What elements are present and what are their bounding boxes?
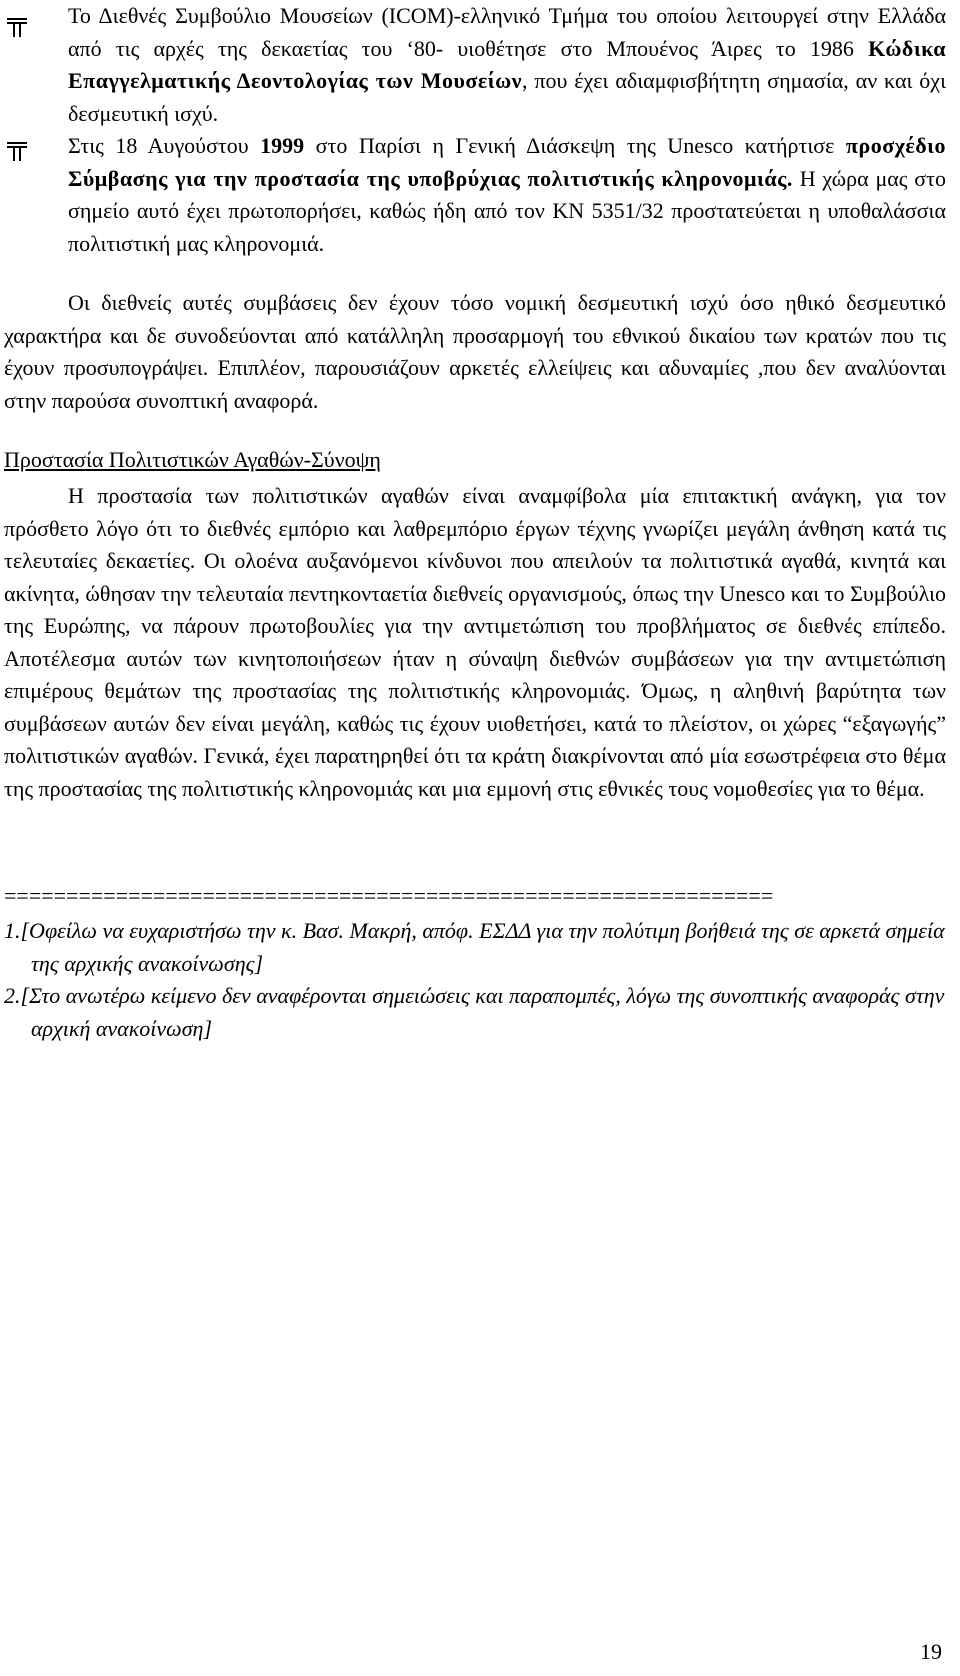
page-number: 19 (920, 1639, 942, 1664)
paragraph-conventions: Οι διεθνείς αυτές συμβάσεις δεν έχουν τόσο νομική δεσμευτική ισχύ όσο ηθικό δεσμευτικό χαρακτήρα και δε συνοδεύονται από κατάλληλη προσαρμογή του εθνικού δικαίου των κρατών που τις έχουν προσυπογράψει. Επιπλέον, παρουσιάζουν αρκετές ελλείψεις και αδυναμίες ,που δεν αναλύονται στην παρούσα συνοπτική αναφορά. (4, 290, 946, 413)
bullet-paragraph-icom (68, 0, 946, 130)
bullet-paragraph-unesco (68, 130, 946, 260)
bullet2-bold-year: 1999 (260, 133, 305, 158)
double-tee-bullet-icon (4, 14, 30, 40)
separator-rule: ============================================================== (4, 885, 774, 907)
footnote-1: 1.[Οφείλω να ευχαριστήσω την κ. Βασ. Μακρή, απόφ. ΕΣΔΔ για την πολύτιμη βοήθειά της σε αρκετά σημεία της αρχικής ανακοίνωσης] (4, 918, 945, 976)
bullet2-text-start: Στις 18 Αυγούστου (68, 133, 261, 158)
bullet2-bold-title: προσχέδιο Σύμβασης για την προστασία της υποβρύχιας πολιτιστικής κληρονομιάς. (68, 133, 947, 191)
bullet1-text-end: , που έχει αδιαμφισβήτητη σημασία, αν και όχι δεσμευτική ισχύ. (68, 68, 946, 126)
bullet2-text-end: Η χώρα μας στο σημείο αυτό έχει πρωτοπορήσει, καθώς ήδη από τον ΚΝ 5351/32 προστατεύεται η υποθαλάσσια πολιτιστική μας κληρονομιά. (68, 165, 946, 256)
bullet1-bold-title: Κώδικα Επαγγελματικής Δεοντολογίας των Μουσείων (68, 35, 946, 93)
paragraph-summary: Η προστασία των πολιτιστικών αγαθών είναι αναμφίβολα μία επιτακτική ανάγκη, για τον πρόσθετο λόγο ότι το διεθνές εμπόριο και λαθρεμπόριο έργων τέχνης γνωρίζει μεγάλη άνθηση κατά τις τελευταίες δεκαετίες. Οι ολοένα αυξανόμενοι κίνδυνοι που απειλούν τα πολιτιστικά αγαθά, κινητά και ακίνητα, ώθησαν την τελευταία πεντηκονταετία διεθνείς οργανισμούς, όπως την Unesco και το Συμβούλιο της Ευρώπης, να πάρουν πρωτοβουλίες για την αντιμετώπιση του προβλήματος σε διεθνές επίπεδο. Αποτέλεσμα αυτών των κινητοποιήσεων ήταν η σύναψη διεθνών συμβάσεων για την αντιμετώπιση επιμέρους θεμάτων της προστασίας της πολιτιστικής κληρονομιάς. Όμως, η αληθινή βαρύτητα των συμβάσεων αυτών δεν είναι μεγάλη, καθώς τις έχουν υιοθετήσει, κατά το πλείστον, οι χώρες “εξαγωγής” πολιτιστικών αγαθών. Γενικά, έχει παρατηρηθεί ότι τα κράτη διακρίνονται από μία εσωστρέφεια στο θέμα της προστασίας της πολιτιστικής κληρονομιάς και μια εμμονή στις εθνικές τους νομοθεσίες για το θέμα. (4, 483, 946, 801)
bullet2-text-middle: στο Παρίσι η Γενική Διάσκεψη της Unesco κατήρτισε (304, 133, 846, 158)
bullet1-text-start: Το Διεθνές Συμβούλιο Μουσείων (ICOM)-ελληνικό Τμήμα του οποίου λειτουργεί στην Ελλάδα από τις αρχές της δεκαετίας του ‘80- υιοθέτησε στο Μπουένος Άιρες το 1986 (68, 3, 946, 61)
footnotes (4, 915, 946, 1045)
footnote-2: 2.[Στο ανωτέρω κείμενο δεν αναφέρονται σημειώσεις και παραπομπές, λόγω της συνοπτικής αναφοράς στην αρχική ανακοίνωση] (4, 983, 945, 1041)
double-tee-bullet-icon (4, 138, 30, 164)
section-heading: Προστασία Πολιτιστικών Αγαθών-Σύνοψη (4, 447, 381, 472)
